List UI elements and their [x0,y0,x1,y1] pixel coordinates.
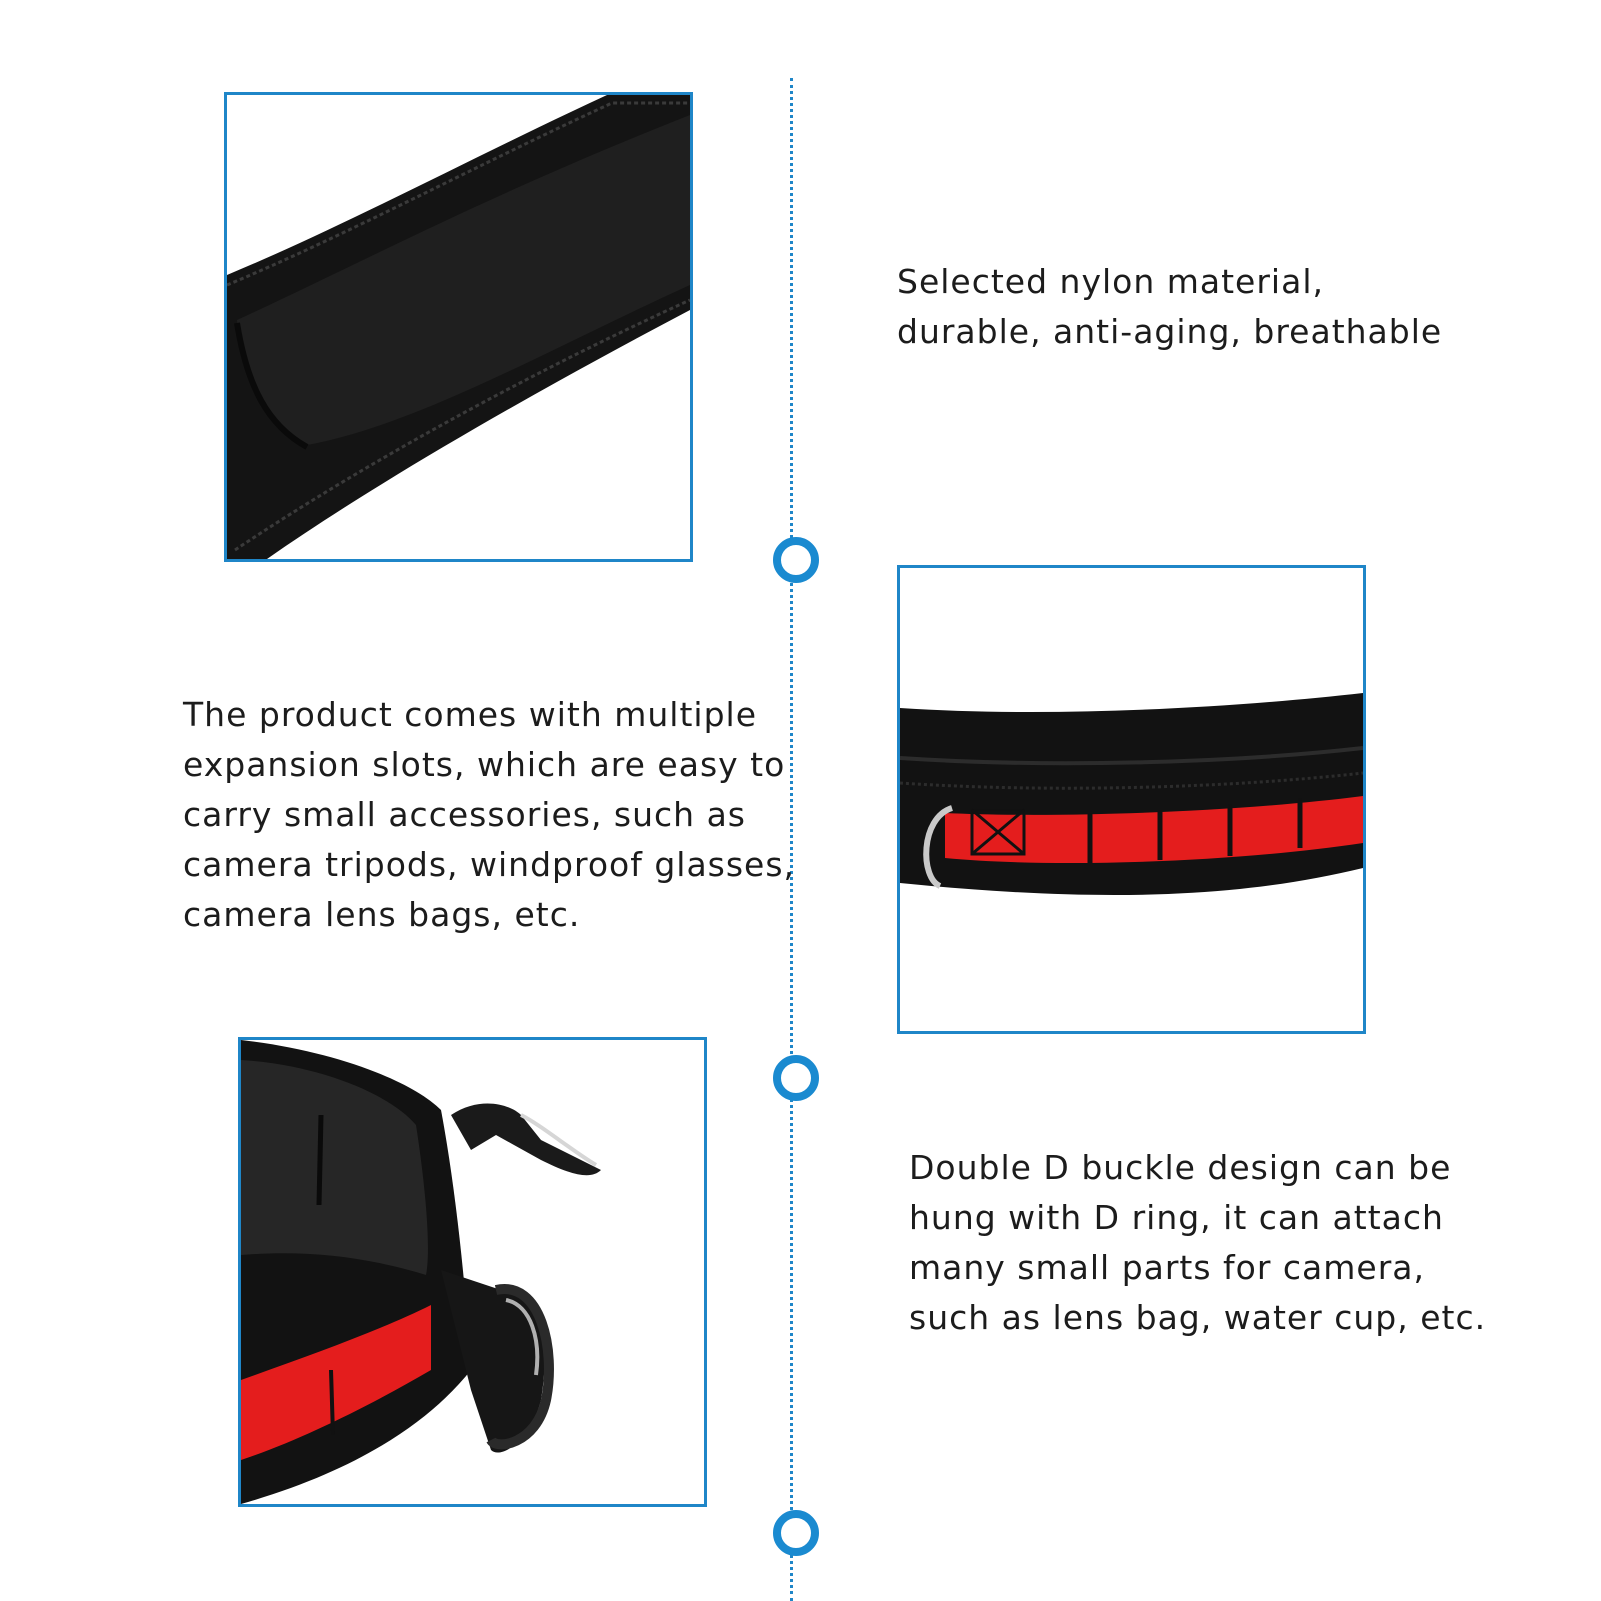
expansion-slots-icon [900,568,1363,1031]
caption-line: carry small accessories, such as [183,795,746,834]
caption-line: camera lens bags, etc. [183,895,581,934]
caption-line: expansion slots, which are easy to [183,745,786,784]
double-d-buckle-icon [241,1040,704,1504]
padded-strap-icon [227,95,690,559]
caption-expansion-slots [183,690,795,940]
caption-line: many small parts for camera, [909,1248,1426,1287]
caption-line: Selected nylon material, [897,262,1324,301]
caption-line: such as lens bag, water cup, etc. [909,1298,1487,1337]
expansion-slots-photo [897,565,1366,1034]
timeline-node-3 [773,1510,819,1556]
caption-double-d-buckle [909,1143,1486,1343]
caption-nylon-material [897,257,1442,357]
double-d-buckle-photo [238,1037,707,1507]
caption-line: durable, anti-aging, breathable [897,312,1443,351]
timeline-node-1 [773,537,819,583]
padded-strap-photo [224,92,693,562]
caption-line: The product comes with multiple [183,695,758,734]
caption-line: camera tripods, windproof glasses, [183,845,796,884]
caption-line: Double D buckle design can be [909,1148,1452,1187]
timeline-node-2 [773,1055,819,1101]
caption-line: hung with D ring, it can attach [909,1198,1444,1237]
